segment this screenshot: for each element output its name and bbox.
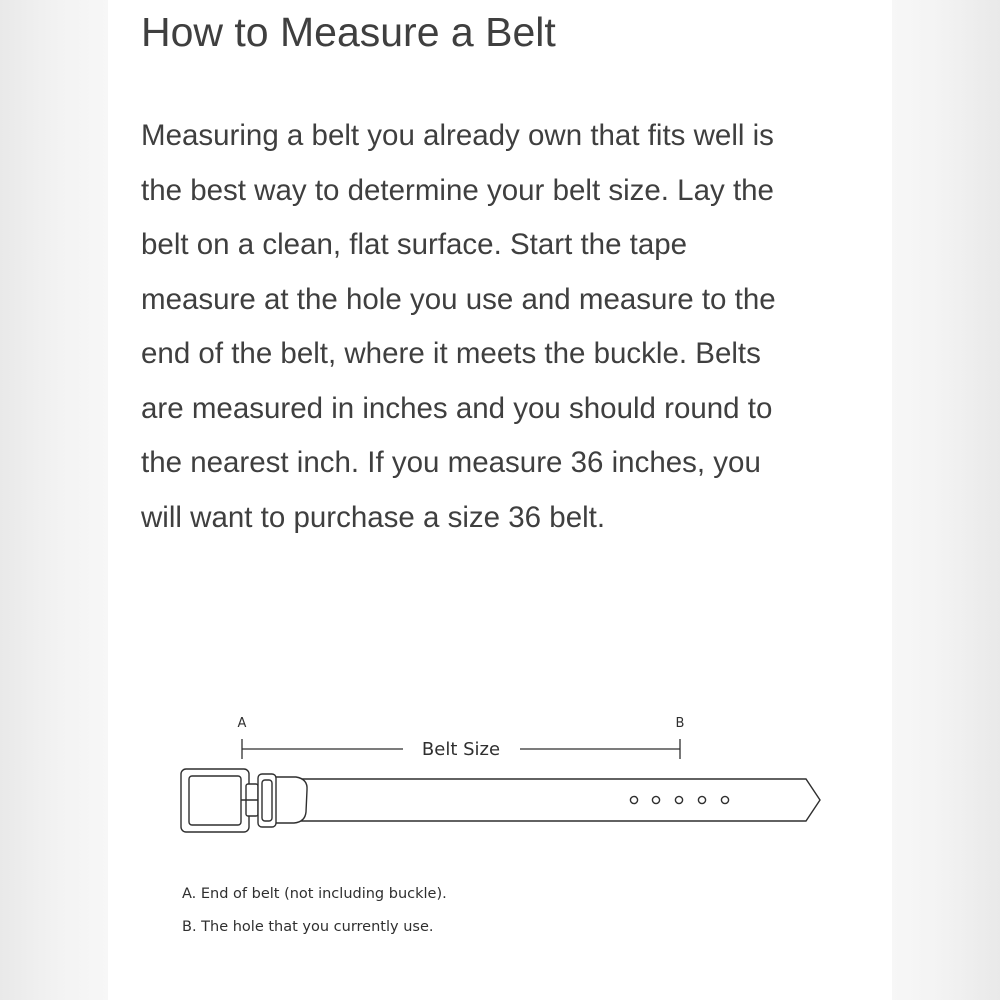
belt-strap — [298, 779, 820, 821]
diagram-notes — [182, 878, 447, 944]
belt-hole — [652, 796, 659, 803]
paragraph-line: the nearest inch. If you measure 36 inches, you — [141, 446, 761, 479]
note-b: B. The hole that you currently use. — [182, 919, 434, 935]
paragraph-line: measure at the hole you use and measure to the — [141, 282, 776, 316]
paragraph-line: end of the belt, where it meets the buckle. Belts — [141, 337, 761, 370]
marker-a-label: A — [237, 716, 247, 731]
paragraph-line: belt on a clean, flat surface. Start the tape — [141, 228, 688, 261]
belt-keeper — [258, 774, 276, 827]
belt-hole — [721, 796, 728, 803]
marker-b-label: B — [675, 716, 685, 731]
belt-tip-shape — [276, 777, 307, 823]
note-a: A. End of belt (not including buckle). — [182, 886, 447, 902]
buckle-icon — [181, 769, 262, 832]
belt-hole — [675, 796, 682, 803]
belt-size-label: Belt Size — [421, 739, 501, 760]
belt-hole — [630, 796, 637, 803]
paragraph-line: the best way to determine your belt size. Lay the — [141, 173, 774, 207]
page-title: How to Measure a Belt — [141, 9, 556, 55]
paragraph-line: are measured in inches and you should round to — [141, 391, 773, 425]
belt-hole — [698, 796, 705, 803]
paragraph-line: Measuring a belt you already own that fits well is — [141, 119, 774, 152]
paragraph-line: will want to purchase a size 36 belt. — [141, 500, 606, 534]
